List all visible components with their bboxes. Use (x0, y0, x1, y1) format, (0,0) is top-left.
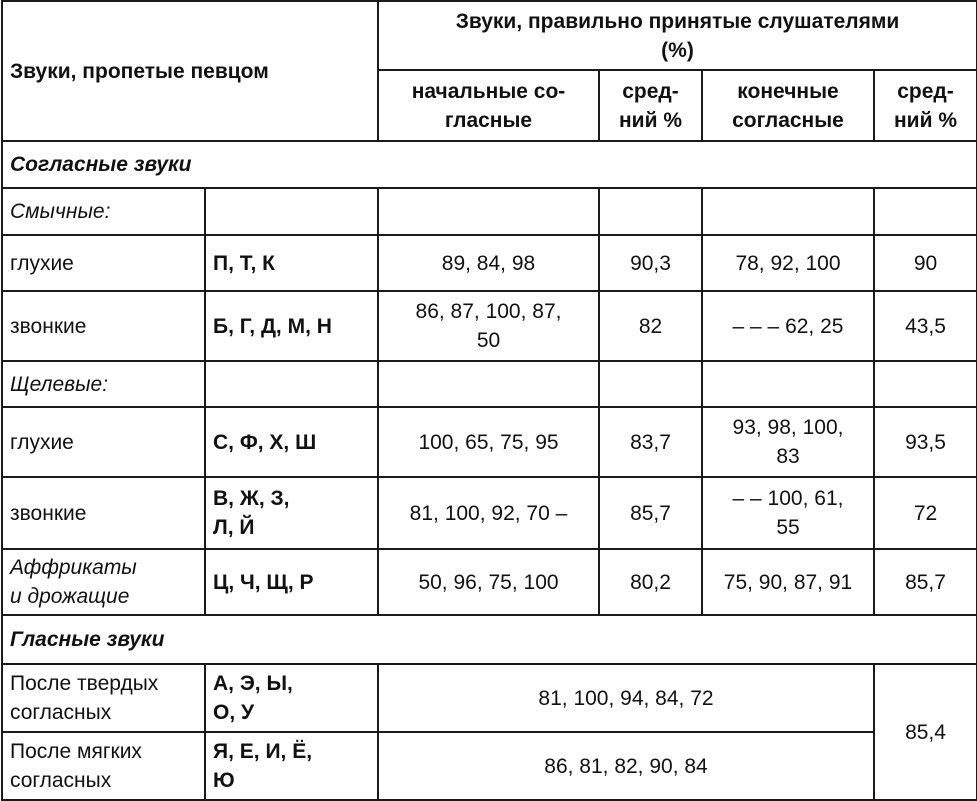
row-average-initial: 82 (599, 291, 702, 361)
header-accepted-sounds: Звуки, правильно принятые слушателями (%) (378, 1, 977, 70)
row-letters: С, Ф, Х, Ш (205, 407, 378, 477)
row-vowel-values: 81, 100, 94, 84, 72 (378, 664, 874, 732)
row-type: звонкие (2, 291, 205, 361)
subhead-row-stops (2, 188, 977, 235)
row-letters: А, Э, Ы, О, У (205, 664, 378, 732)
table-row (2, 549, 977, 615)
sound-recognition-table (1, 0, 977, 801)
table-row (2, 732, 977, 800)
header-initial-consonants: начальные со- гласные (378, 70, 599, 141)
row-final-values: 93, 98, 100, 83 (702, 407, 874, 477)
row-final-values: 75, 90, 87, 91 (702, 549, 874, 615)
row-initial-values: 100, 65, 75, 95 (378, 407, 599, 477)
row-initial-values: 89, 84, 98 (378, 235, 599, 291)
row-letters: Б, Г, Д, М, Н (205, 291, 378, 361)
table-row (2, 407, 977, 477)
header-sung-sounds: Звуки, пропетые певцом (2, 1, 378, 141)
row-letters: В, Ж, З, Л, Й (205, 477, 378, 549)
row-final-values: – – 100, 61, 55 (702, 477, 874, 549)
table-row (2, 291, 977, 361)
row-type: После твердых согласных (2, 664, 205, 732)
row-average-final: 72 (874, 477, 977, 549)
row-average-final: 90 (874, 235, 977, 291)
vowels-average: 85,4 (874, 664, 977, 800)
row-final-values: 78, 92, 100 (702, 235, 874, 291)
header-average-initial: сред- ний % (599, 70, 702, 141)
row-type: глухие (2, 407, 205, 477)
table-row (2, 235, 977, 291)
row-initial-values: 81, 100, 92, 70 – (378, 477, 599, 549)
row-average-initial: 83,7 (599, 407, 702, 477)
row-average-final: 85,7 (874, 549, 977, 615)
row-letters: П, Т, К (205, 235, 378, 291)
row-initial-values: 50, 96, 75, 100 (378, 549, 599, 615)
section-vowels: Гласные звуки (2, 615, 977, 664)
subhead-fricatives: Щелевые: (2, 361, 205, 407)
row-letters: Я, Е, И, Ё, Ю (205, 732, 378, 800)
table-row (2, 664, 977, 732)
row-initial-values: 86, 87, 100, 87, 50 (378, 291, 599, 361)
header-final-consonants: конечные согласные (702, 70, 874, 141)
row-average-initial: 90,3 (599, 235, 702, 291)
row-type: После мягких согласных (2, 732, 205, 800)
subhead-row-fricatives (2, 361, 977, 407)
table-row (2, 477, 977, 549)
row-average-final: 43,5 (874, 291, 977, 361)
subhead-stops: Смычные: (2, 188, 205, 235)
row-type: звонкие (2, 477, 205, 549)
header-average-final: сред- ний % (874, 70, 977, 141)
row-average-initial: 80,2 (599, 549, 702, 615)
row-average-initial: 85,7 (599, 477, 702, 549)
row-final-values: – – – 62, 25 (702, 291, 874, 361)
row-type-affricates: Аффрикаты и дрожащие (2, 549, 205, 615)
row-average-final: 93,5 (874, 407, 977, 477)
section-consonants: Согласные звуки (2, 141, 977, 188)
row-type: глухие (2, 235, 205, 291)
row-vowel-values: 86, 81, 82, 90, 84 (378, 732, 874, 800)
row-letters: Ц, Ч, Щ, Р (205, 549, 378, 615)
